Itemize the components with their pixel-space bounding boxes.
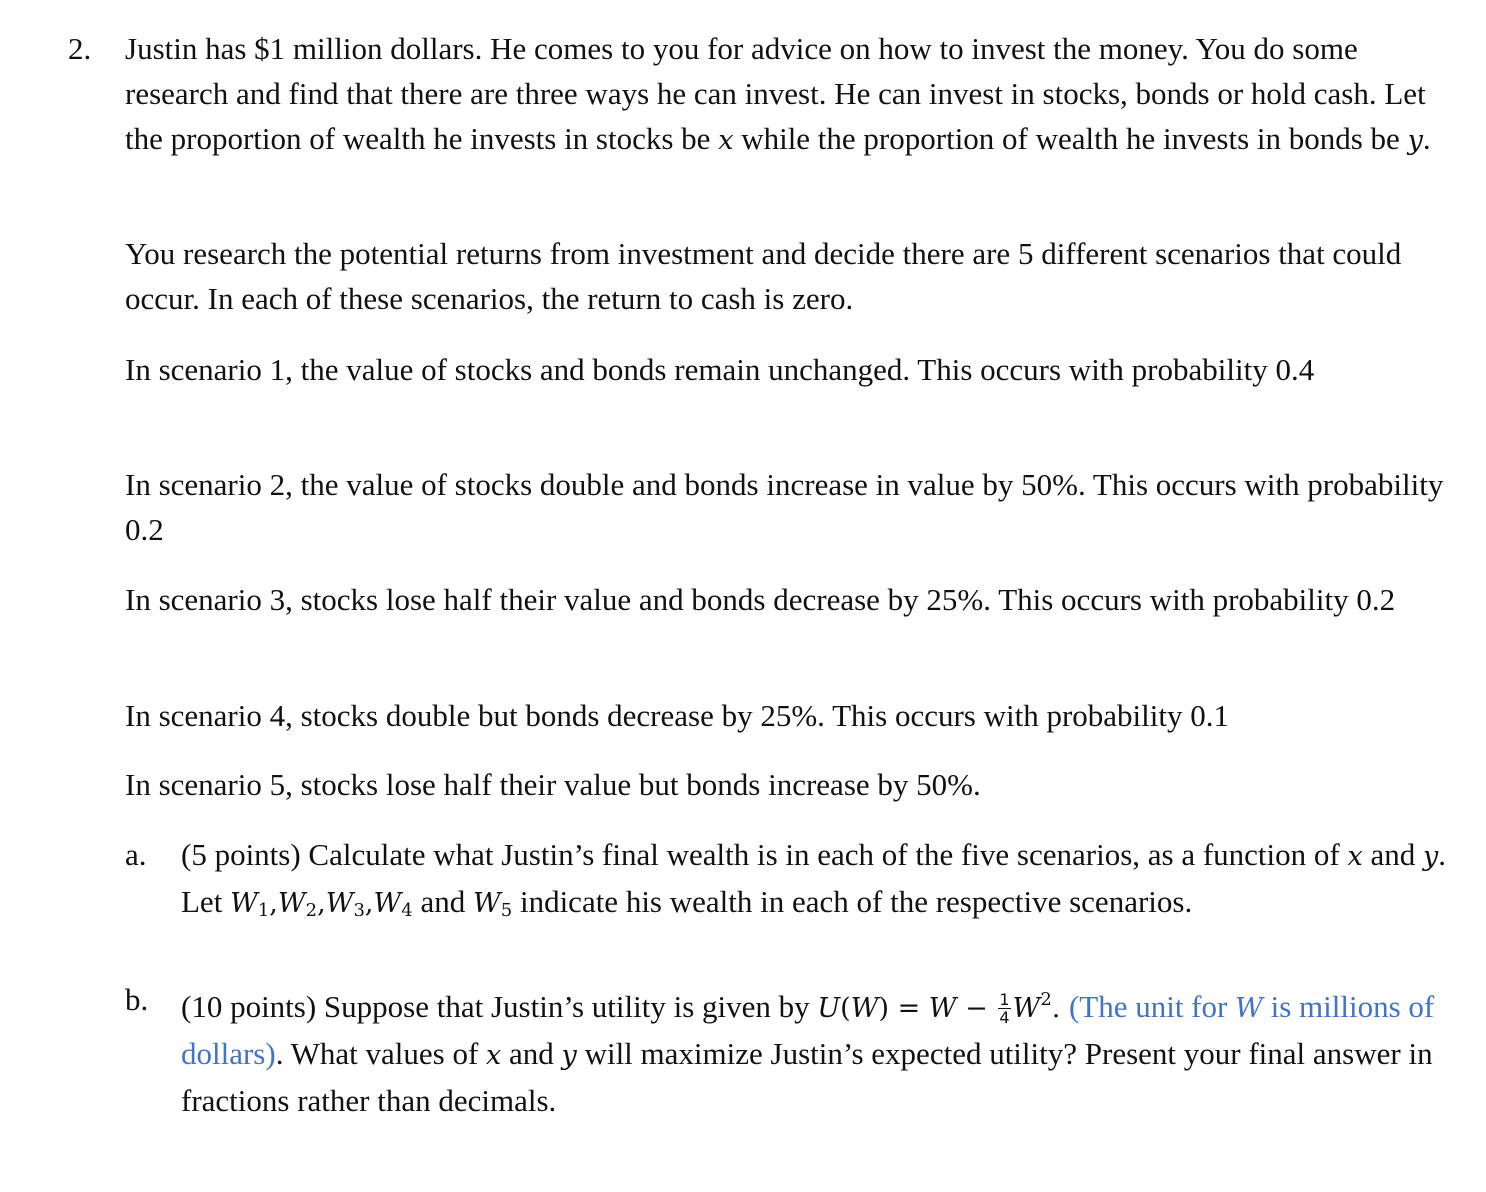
scenario-3: In scenario 3, stocks lose half their value and bonds decrease by 25%. This occurs with probability 0.2 [125,582,1396,617]
scenario-1: In scenario 1, the value of stocks and bonds remain unchanged. This occurs with probability 0.4 [125,352,1315,387]
part-a-body [181,832,1455,933]
part-b-text-2: . What values of [275,1036,487,1071]
w2: W [277,888,306,919]
unit-note-2: is millions of dollars) [181,989,1435,1071]
utility-minus: − [956,993,997,1024]
part-a-and-2: and [412,884,473,919]
scenario-5: In scenario 5, stocks lose half their value but bonds increase by 50%. [125,767,981,802]
comma-1: , [269,888,278,919]
w5-sub: 5 [500,900,513,921]
part-b-body [181,977,1455,1123]
var-y: y [1407,125,1423,156]
w2-sub: 2 [305,900,318,921]
research-paragraph: You research the potential returns from investment and decide there are 5 different scenarios that could occur. In each of these scenarios, the return to cash is zero. [125,236,1402,316]
part-a-text-1: (5 points) Calculate what Justin’s final wealth is in each of the five scenarios, as a function of [181,837,1348,872]
part-b-var-y: y [561,1040,577,1071]
comma-3: , [364,888,374,919]
question-number: 2. [68,31,92,66]
utility-U: U [817,993,841,1024]
comma-2: , [317,888,326,919]
fraction-denominator: 4 [999,1008,1010,1027]
w4-sub: 4 [401,900,413,921]
scenario-4: In scenario 4, stocks double but bonds decrease by 25%. This occurs with probability 0.1 [125,698,1230,733]
unit-note-1: (The unit for [1068,989,1236,1024]
utility-exponent: 2 [1040,989,1052,1010]
part-b-text-3: will maximize Justin’s expected utility? Present your final answer in fractions rather than decimals. [181,1036,1433,1118]
part-b-var-x: x [486,1040,502,1071]
var-x: x [718,125,734,156]
w1: W [230,888,258,919]
part-b-label: b. [125,982,149,1017]
scenario-2: In scenario 2, the value of stocks double and bonds increase in value by 50%. This occurs with probability 0.2 [125,467,1444,547]
unit-note-W: W [1235,993,1263,1024]
part-a-and: and [1362,837,1423,872]
part-b-and: and [501,1036,562,1071]
intro-text-1: Justin has $1 million dollars. He comes to you for advice on how to invest the money. You do some research and find that there are three ways he can invest. He can invest in stocks, bonds or hold cash. Let the proportion of wealth he invests in stocks be [125,31,1426,156]
utility-period: . [1051,993,1069,1024]
part-a-text-3: indicate his wealth in each of the respective scenarios. [512,884,1193,919]
w3-sub: 3 [353,900,365,921]
part-a-label: a. [125,837,147,872]
part-b [125,977,1455,1123]
w5: W [472,888,501,919]
fraction-numerator: 1 [999,990,1010,1009]
part-a-var-x: x [1347,841,1363,872]
intro-period: . [1422,121,1431,156]
w4: W [373,888,402,919]
utility-paren-open: ( [840,993,851,1024]
part-a-text-2: . Let [181,837,1446,919]
part-a-var-y: y [1422,841,1439,872]
utility-W: W [928,993,957,1024]
part-a [125,832,1455,933]
w1-sub: 1 [257,900,270,921]
part-b-text-1: (10 points) Suppose that Justin’s utility is given by [181,989,818,1024]
utility-paren-close: ) = [878,993,929,1024]
fraction-one-quarter [998,991,1010,1026]
intro-text-2: while the proportion of wealth he invests in bonds be [733,121,1408,156]
utility-W-squared: W [1012,993,1041,1024]
w3: W [325,888,354,919]
utility-W-arg: W [850,993,879,1024]
question-intro [125,26,1455,163]
